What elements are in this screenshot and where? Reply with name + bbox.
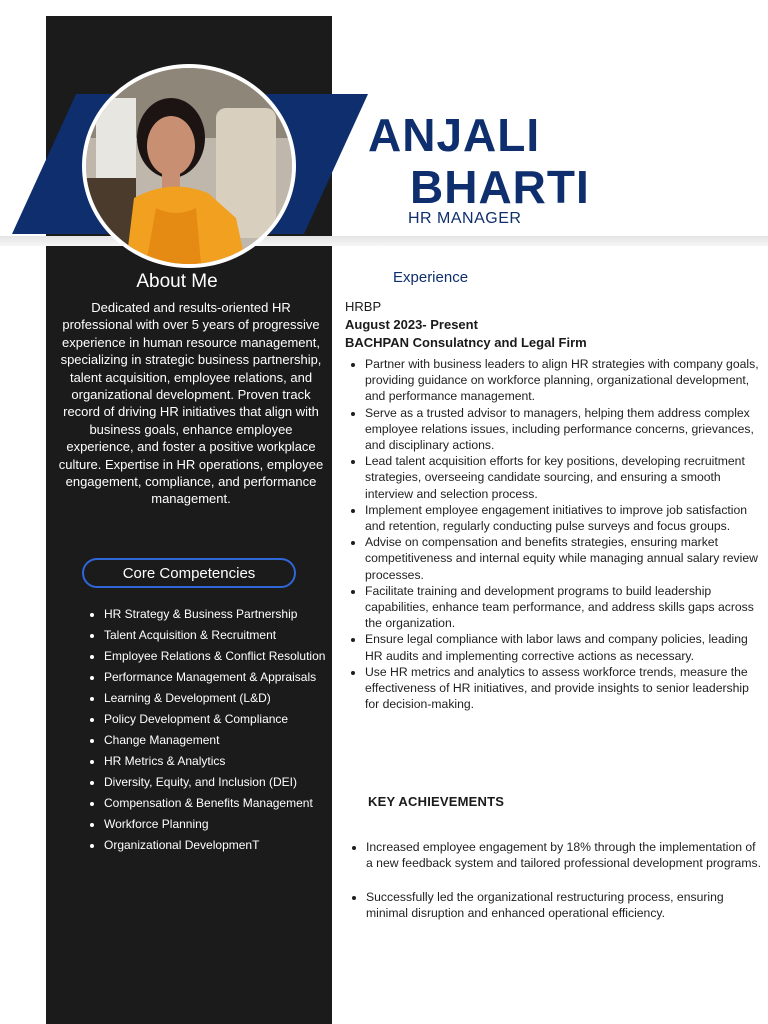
about-text: Dedicated and results-oriented HR professional with over 5 years of progressive experience in human resource management, specializing in strategic business partnership, talent acquisition, employee relations, and organizational development. Proven track record of driving HR initiatives that align with business goals, enhance employee experience, and foster a positive workplace culture. Expertise in HR operations, employee engagement, compliance, and performance management. bbox=[58, 300, 324, 507]
experience-bullet: • Serve as a trusted advisor to managers, helping them address complex employee relations issues, including performance concerns, grievances, and disciplinary actions. bbox=[365, 405, 763, 454]
achievements-heading: KEY ACHIEVEMENTS bbox=[368, 794, 505, 809]
achievement-bullet: • Increased employee engagement by 18% through the implementation of a new feedback system and tailored professional development programs. bbox=[366, 839, 762, 872]
experience-bullets bbox=[348, 356, 763, 712]
last-name: BHARTI bbox=[410, 161, 590, 213]
experience-heading: Experience bbox=[393, 269, 469, 286]
role-company: BACHPAN Consulatncy and Legal Firm bbox=[345, 335, 587, 350]
profile-photo bbox=[82, 64, 296, 268]
experience-bullet: • Partner with business leaders to align HR strategies with company goals, providing guidance on workforce planning, organizational development, and performance management. bbox=[365, 356, 763, 405]
achievements-bullets bbox=[349, 839, 762, 939]
role-block bbox=[345, 298, 587, 352]
competency-item: • Change Management bbox=[104, 730, 340, 751]
experience-bullet: • Implement employee engagement initiatives to improve job satisfaction and retention, regularly conducting pulse surveys and focus groups. bbox=[365, 502, 763, 534]
competency-item: • Diversity, Equity, and Inclusion (DEI) bbox=[104, 772, 340, 793]
job-title: HR MANAGER bbox=[408, 210, 522, 227]
competency-item: • Learning & Development (L&D) bbox=[104, 688, 340, 709]
experience-bullet: • Facilitate training and development programs to build leadership capabilities, enhance team performance, and address skills gaps across the organization. bbox=[365, 583, 763, 632]
role-period: August 2023- Present bbox=[345, 317, 478, 332]
competency-item: • Policy Development & Compliance bbox=[104, 709, 340, 730]
first-name: ANJALI bbox=[368, 109, 541, 161]
competency-item: • Compensation & Benefits Management bbox=[104, 793, 340, 814]
experience-bullet: • Use HR metrics and analytics to assess workforce trends, measure the effectiveness of HR initiatives, and provide insights to senior leadership for decision-making. bbox=[365, 664, 763, 713]
about-heading: About Me bbox=[136, 271, 218, 292]
competency-item: • Talent Acquisition & Recruitment bbox=[104, 625, 340, 646]
competencies-list bbox=[86, 604, 340, 856]
achievement-bullet: • Successfully led the organizational restructuring process, ensuring minimal disruption and enhanced operational efficiency. bbox=[366, 889, 762, 922]
core-competencies-heading: Core Competencies bbox=[82, 558, 296, 588]
competency-item: • HR Metrics & Analytics bbox=[104, 751, 340, 772]
experience-bullet: • Lead talent acquisition efforts for key positions, developing recruitment strategies, overseeing candidate sourcing, and ensuring a smooth interview and selection process. bbox=[365, 453, 763, 502]
experience-bullet: • Ensure legal compliance with labor laws and company policies, leading HR audits and implementing corrective actions as necessary. bbox=[365, 631, 763, 663]
competency-item: • Performance Management & Appraisals bbox=[104, 667, 340, 688]
competency-item: • Organizational DevelopmenT bbox=[104, 835, 340, 856]
experience-bullet: • Advise on compensation and benefits strategies, ensuring market competitiveness and internal equity while managing annual salary review processes. bbox=[365, 534, 763, 583]
competency-item: • Employee Relations & Conflict Resolution bbox=[104, 646, 340, 667]
competency-item: • Workforce Planning bbox=[104, 814, 340, 835]
role-title: HRBP bbox=[345, 299, 382, 314]
competency-item: • HR Strategy & Business Partnership bbox=[104, 604, 340, 625]
